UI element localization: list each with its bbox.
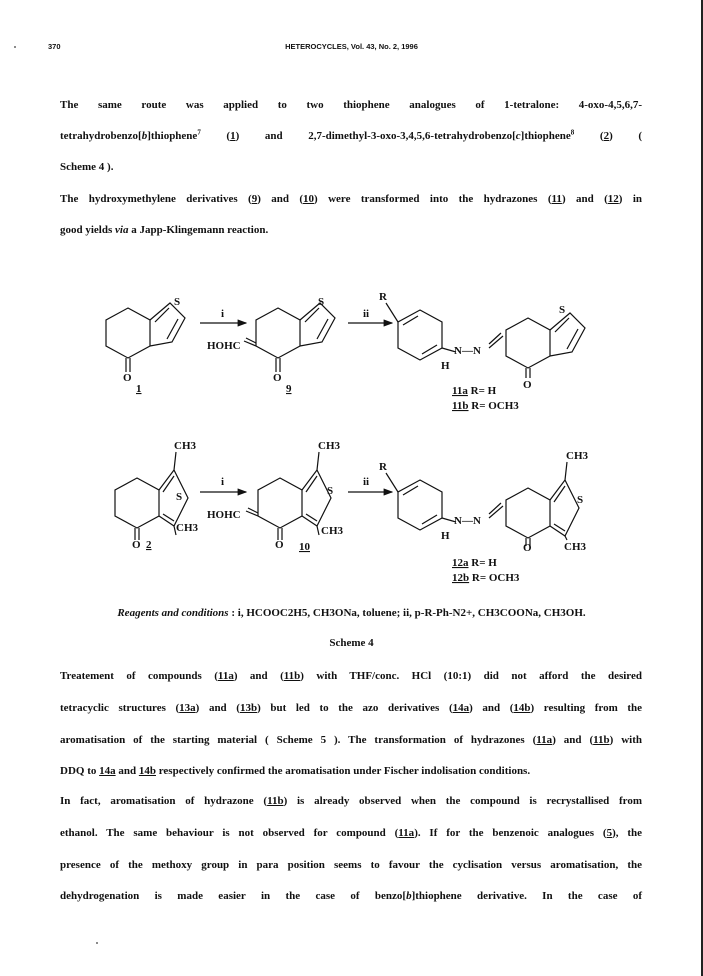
intro-line-4: The hydroxymethylene derivatives (9) and (10) were transformed into the hydrazones (11) and (12) in	[60, 193, 643, 205]
svg-text:O: O	[273, 372, 282, 384]
svg-text:HOHC: HOHC	[207, 509, 241, 521]
body-line-2: tetracyclic structures (13a) and (13b) but led to the azo derivatives (14a) and (14b) resulting from the	[60, 702, 643, 714]
compound-9-structure	[207, 296, 335, 384]
arrow-label-ii: ii	[363, 308, 370, 320]
svg-text:R: R	[379, 291, 387, 303]
svg-text:S: S	[176, 491, 183, 503]
compound-12a-line: 12a R= H	[452, 557, 497, 569]
body-line-1: Treatement of compounds (11a) and (11b) with THF/conc. HCl (10:1) did not afford the desired	[60, 670, 642, 682]
svg-text:O: O	[523, 379, 532, 391]
svg-text:O: O	[275, 539, 284, 551]
svg-text:O: O	[132, 539, 141, 551]
svg-text:CH3: CH3	[174, 440, 196, 452]
compound-11-structure	[379, 291, 585, 391]
svg-text:CH3: CH3	[176, 522, 198, 534]
arrow-label-i: i	[221, 308, 225, 320]
svg-text:S: S	[577, 494, 584, 506]
compound-label-9: 9	[286, 383, 292, 395]
svg-text:R: R	[379, 461, 387, 473]
compound-10-structure	[207, 440, 344, 551]
intro-line-3: Scheme 4 ).	[60, 161, 114, 173]
svg-text:N—N: N—N	[454, 345, 481, 357]
svg-text:CH3: CH3	[566, 450, 588, 462]
body-line-7: presence of the methoxy group in para position seems to favour the cyclisation versus aromatisation, the	[60, 859, 642, 871]
atom-s: S	[174, 296, 181, 308]
compound-11b-line: 11b R= OCH3	[452, 400, 519, 412]
intro-line-5: good yields via a Japp-Klingemann reaction.	[60, 224, 269, 236]
body-line-8: dehydrogenation is made easier in the case of benzo[b]thiophene derivative. In the case of	[60, 890, 642, 902]
svg-text:O: O	[523, 542, 532, 554]
compound-12-structure	[379, 450, 589, 554]
svg-text:CH3: CH3	[321, 525, 343, 537]
svg-text:i: i	[221, 476, 225, 488]
reagents-caption: Reagents and conditions : i, HCOOC2H5, CH3ONa, toluene; ii, p-R-Ph-N2+, CH3COONa, CH3OH.	[117, 607, 586, 619]
svg-text:H: H	[441, 530, 450, 542]
scheme-title: Scheme 4	[329, 637, 374, 649]
body-line-3: aromatisation of the starting material ( Scheme 5 ). The transformation of hydrazones (11a) and (11b) with	[60, 734, 642, 746]
compound-1-structure	[106, 296, 185, 384]
svg-text:H: H	[441, 360, 450, 372]
page-number: 370	[48, 42, 61, 51]
body-line-6: ethanol. The same behaviour is not observed for compound (11a). If for the benzenoic analogues (5), the	[60, 827, 642, 839]
compound-ref: 2	[603, 130, 610, 142]
svg-text:S: S	[327, 485, 334, 497]
hohc-group: HOHC	[207, 340, 241, 352]
compound-ref: 1	[230, 130, 236, 142]
svg-text:CH3: CH3	[318, 440, 340, 452]
scan-speck	[96, 942, 98, 944]
compound-label-2: 2	[146, 539, 152, 551]
compound-2-structure	[115, 440, 199, 551]
svg-text:CH3: CH3	[564, 541, 586, 553]
intro-line-2: tetrahydrobenzo[b]thiophene$^7$ (1) and 2,7-dimethyl-3-oxo-3,4,5,6-tetrahydrobenzo[c]thiophene$^8$ (2) (	[60, 128, 642, 142]
svg-text:S: S	[318, 296, 325, 308]
journal-title: HETEROCYCLES, Vol. 43, No. 2, 1996	[285, 42, 418, 51]
svg-text:S: S	[559, 304, 566, 316]
compound-11a-line: 11a R= H	[452, 385, 497, 397]
intro-line-1: The same route was applied to two thiophene analogues of 1-tetralone: 4-oxo-4,5,6,7-	[60, 99, 642, 111]
compound-label-1: 1	[136, 383, 142, 395]
compound-label-10: 10	[299, 541, 310, 553]
compound-12b-line: 12b R= OCH3	[452, 572, 520, 584]
body-line-5: In fact, aromatisation of hydrazone (11b) is already observed when the compound is recrystallised from	[60, 795, 642, 807]
body-line-4: DDQ to 14a and 14b respectively confirmed the aromatisation under Fischer indolisation conditions.	[60, 765, 531, 777]
svg-text:ii: ii	[363, 476, 370, 488]
atom-o: O	[123, 372, 132, 384]
svg-text:N—N: N—N	[454, 515, 481, 527]
